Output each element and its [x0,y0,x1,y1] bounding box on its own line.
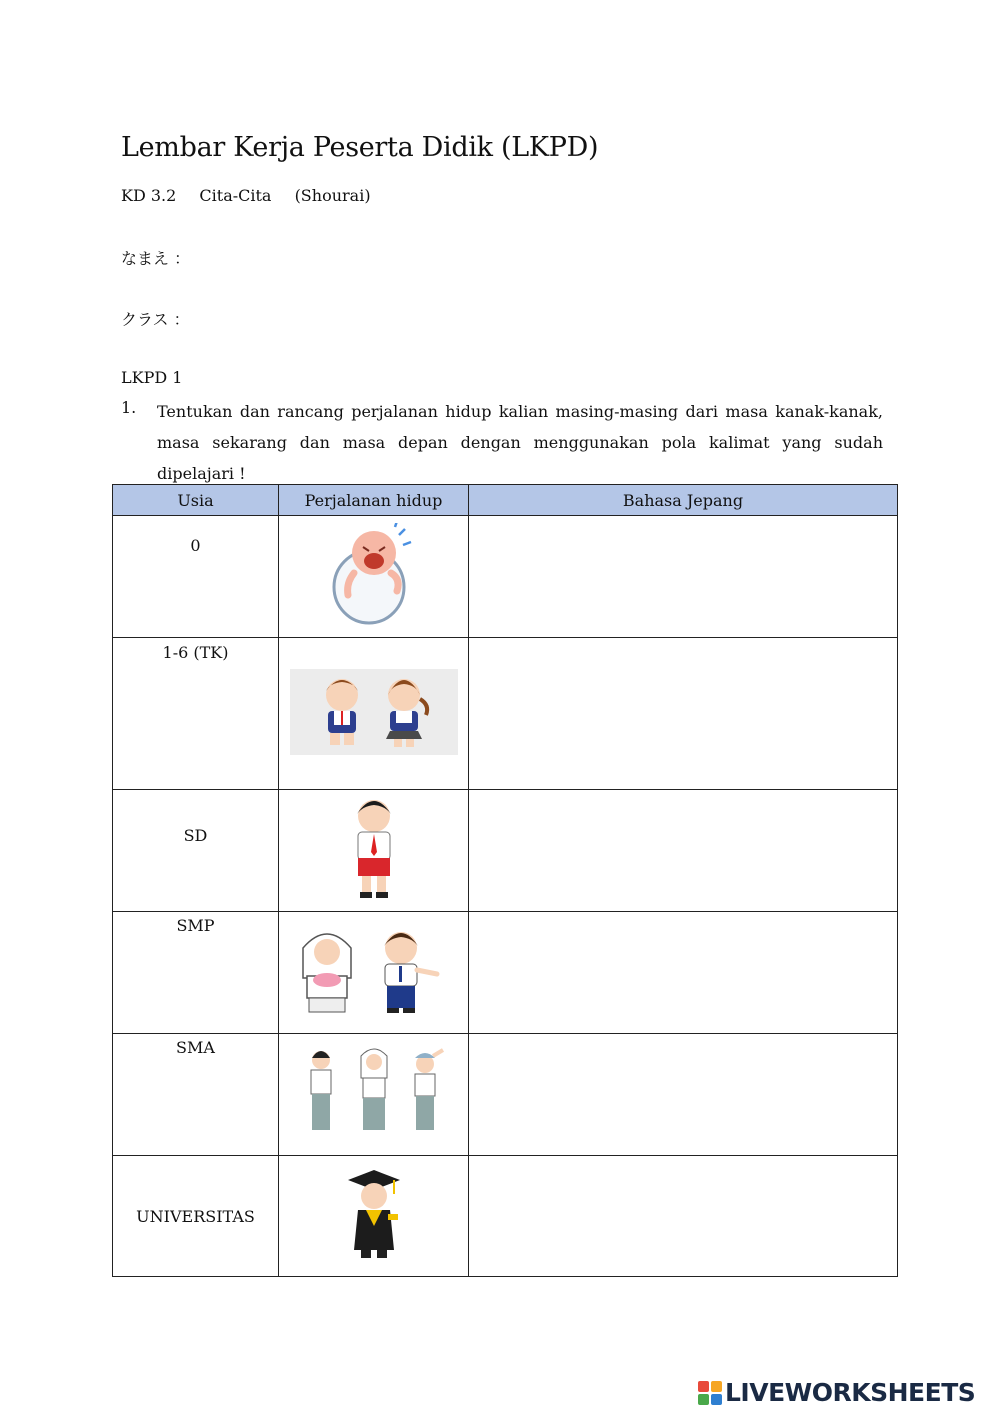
illustration-cell [279,516,469,638]
age-cell [113,516,279,638]
table-header-row [113,485,898,516]
answer-cell[interactable] [469,638,898,790]
kd-topic: Cita-Cita [199,186,272,205]
age-label: UNIVERSITAS [136,1206,255,1226]
age-label: SMA [176,1038,215,1057]
class-label: クラス ： [121,310,190,329]
age-cell [113,638,279,790]
graduate-icon [344,1166,404,1262]
illustration-cell [279,790,469,912]
table-row [113,912,898,1034]
liveworksheets-logo-icon [698,1381,722,1405]
age-cell [113,912,279,1034]
header-bahasa-jepang: Bahasa Jepang [469,485,898,516]
age-label: 1-6 (TK) [162,643,229,662]
liveworksheets-logo [698,1378,975,1407]
page-title: Lembar Kerja Peserta Didik (LKPD) [121,132,599,163]
question-text: Tentukan dan rancang perjalanan hidup kalian masing-masing dari masa kanak-kanak, masa sekarang dan masa depan dengan menggunakan pola kalimat yang sudah dipelajari ! [157,402,883,483]
name-label: なまえ ： [121,249,191,268]
kd-japanese: (Shourai) [294,186,371,205]
illustration-cell [279,638,469,790]
junior-high-students-icon [291,926,457,1016]
table-row [113,638,898,790]
age-label: SMP [176,916,215,935]
age-cell [113,790,279,912]
section-title: LKPD 1 [121,368,183,387]
kindergarten-kids-icon [290,669,458,755]
table-row [113,790,898,912]
answer-cell[interactable] [469,516,898,638]
answer-cell[interactable] [469,790,898,912]
elementary-student-icon [344,796,404,902]
logo-text: LIVEWORKSHEETS [725,1378,976,1407]
age-cell [113,1156,279,1277]
header-usia: Usia [113,485,279,516]
kd-line [121,186,389,205]
table-row [113,516,898,638]
age-cell [113,1034,279,1156]
crying-baby-icon [329,523,419,627]
kd-code: KD 3.2 [121,186,177,205]
high-school-students-icon [299,1048,449,1138]
table-row [113,1034,898,1156]
life-journey-table [112,484,898,1277]
illustration-cell [279,1034,469,1156]
answer-cell[interactable] [469,912,898,1034]
question-number: 1. [121,398,137,417]
illustration-cell [279,912,469,1034]
age-label: SD [183,826,208,845]
table-row [113,1156,898,1277]
header-perjalanan-hidup: Perjalanan hidup [279,485,469,516]
illustration-cell [279,1156,469,1277]
answer-cell[interactable] [469,1034,898,1156]
age-label: 0 [190,536,201,555]
answer-cell[interactable] [469,1156,898,1277]
